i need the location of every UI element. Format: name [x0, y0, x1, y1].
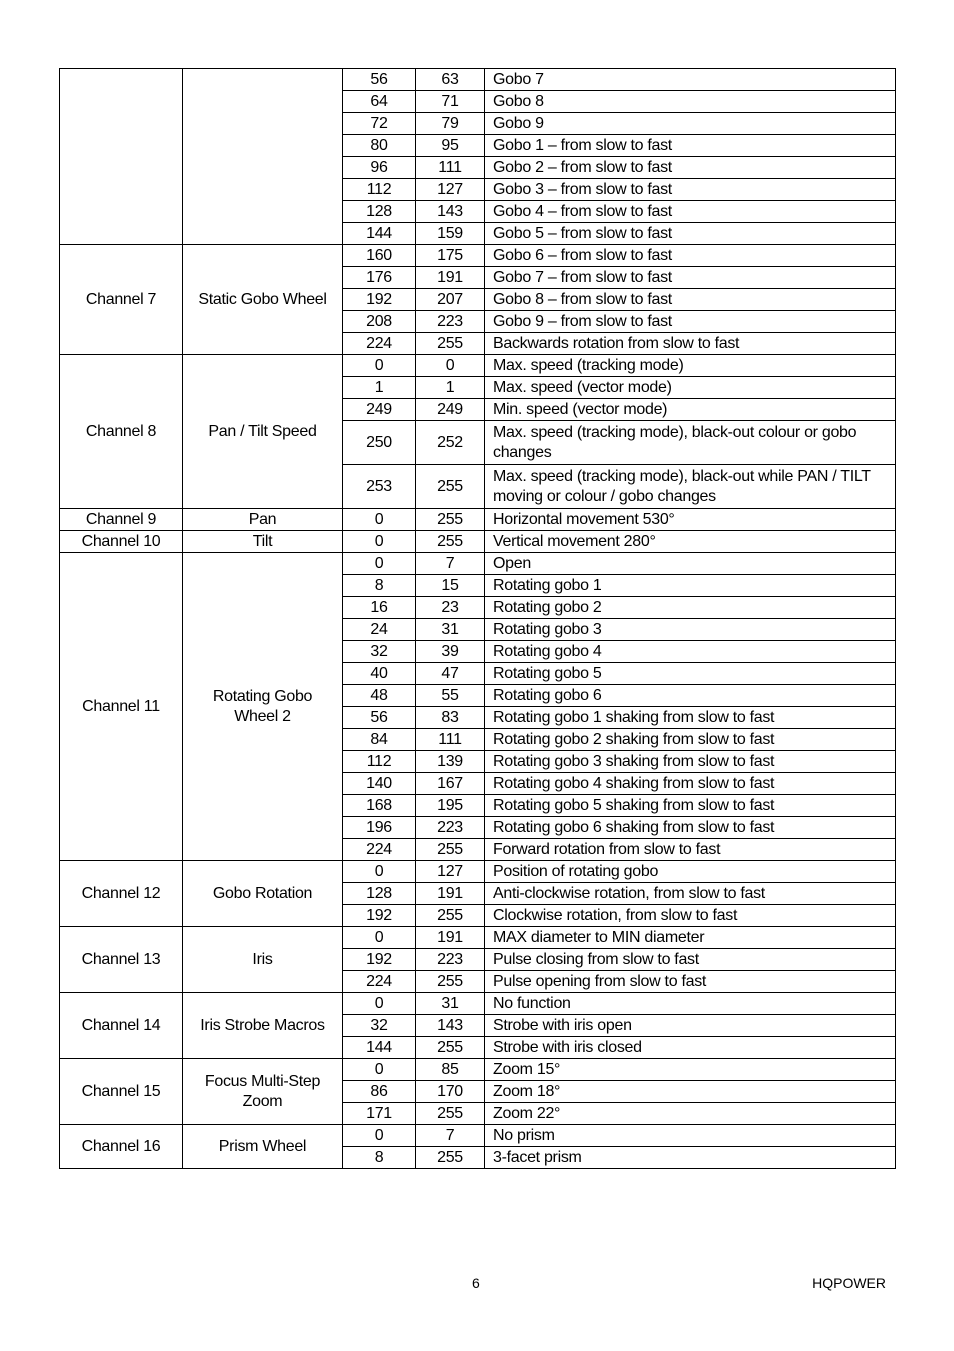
description-cell: Gobo 4 – from slow to fast	[485, 201, 896, 223]
from-value-cell: 160	[343, 245, 416, 267]
channel-cell: Channel 9	[60, 509, 183, 531]
from-value-cell: 0	[343, 861, 416, 883]
description-cell: Gobo 2 – from slow to fast	[485, 157, 896, 179]
from-value-cell: 80	[343, 135, 416, 157]
from-value-cell: 8	[343, 1147, 416, 1169]
from-value-cell: 8	[343, 575, 416, 597]
description-cell: Gobo 8 – from slow to fast	[485, 289, 896, 311]
table-row	[60, 553, 896, 575]
to-value-cell: 127	[416, 861, 485, 883]
description-cell: Gobo 3 – from slow to fast	[485, 179, 896, 201]
from-value-cell: 0	[343, 1059, 416, 1081]
from-value-cell: 32	[343, 641, 416, 663]
to-value-cell: 170	[416, 1081, 485, 1103]
description-cell: Gobo 9 – from slow to fast	[485, 311, 896, 333]
from-value-cell: 224	[343, 839, 416, 861]
from-value-cell: 112	[343, 751, 416, 773]
description-cell: Gobo 5 – from slow to fast	[485, 223, 896, 245]
function-cell: Iris Strobe Macros	[183, 993, 343, 1059]
function-cell: Rotating Gobo Wheel 2	[183, 553, 343, 861]
from-value-cell: 250	[343, 421, 416, 465]
from-value-cell: 224	[343, 333, 416, 355]
table-row	[60, 355, 896, 377]
channel-cell: Channel 7	[60, 245, 183, 355]
function-cell: Gobo Rotation	[183, 861, 343, 927]
description-cell: Max. speed (tracking mode), black-out colour or gobo changes	[485, 421, 896, 465]
to-value-cell: 111	[416, 157, 485, 179]
to-value-cell: 85	[416, 1059, 485, 1081]
description-cell: Pulse opening from slow to fast	[485, 971, 896, 993]
to-value-cell: 39	[416, 641, 485, 663]
channel-cell: Channel 15	[60, 1059, 183, 1125]
table-row	[60, 861, 896, 883]
function-cell: Static Gobo Wheel	[183, 245, 343, 355]
from-value-cell: 0	[343, 1125, 416, 1147]
to-value-cell: 23	[416, 597, 485, 619]
to-value-cell: 71	[416, 91, 485, 113]
table-row	[60, 1059, 896, 1081]
description-cell: Max. speed (vector mode)	[485, 377, 896, 399]
from-value-cell: 84	[343, 729, 416, 751]
function-cell: Prism Wheel	[183, 1125, 343, 1169]
to-value-cell: 7	[416, 553, 485, 575]
from-value-cell: 0	[343, 927, 416, 949]
channel-cell: Channel 11	[60, 553, 183, 861]
to-value-cell: 15	[416, 575, 485, 597]
table-row	[60, 993, 896, 1015]
from-value-cell: 24	[343, 619, 416, 641]
table-row	[60, 1125, 896, 1147]
description-cell: Vertical movement 280°	[485, 531, 896, 553]
to-value-cell: 139	[416, 751, 485, 773]
description-cell: MAX diameter to MIN diameter	[485, 927, 896, 949]
to-value-cell: 111	[416, 729, 485, 751]
from-value-cell: 56	[343, 707, 416, 729]
to-value-cell: 191	[416, 267, 485, 289]
to-value-cell: 159	[416, 223, 485, 245]
description-cell: Strobe with iris open	[485, 1015, 896, 1037]
description-cell: Rotating gobo 5 shaking from slow to fast	[485, 795, 896, 817]
to-value-cell: 223	[416, 311, 485, 333]
from-value-cell: 96	[343, 157, 416, 179]
from-value-cell: 0	[343, 531, 416, 553]
description-cell: Gobo 1 – from slow to fast	[485, 135, 896, 157]
dmx-channel-table	[59, 68, 896, 1169]
to-value-cell: 195	[416, 795, 485, 817]
from-value-cell: 171	[343, 1103, 416, 1125]
to-value-cell: 143	[416, 201, 485, 223]
description-cell: Position of rotating gobo	[485, 861, 896, 883]
channel-cell: Channel 13	[60, 927, 183, 993]
to-value-cell: 55	[416, 685, 485, 707]
from-value-cell: 144	[343, 223, 416, 245]
to-value-cell: 191	[416, 883, 485, 905]
description-cell: Zoom 18°	[485, 1081, 896, 1103]
to-value-cell: 0	[416, 355, 485, 377]
from-value-cell: 192	[343, 949, 416, 971]
description-cell: Gobo 8	[485, 91, 896, 113]
function-cell: Tilt	[183, 531, 343, 553]
from-value-cell: 224	[343, 971, 416, 993]
description-cell: Zoom 22°	[485, 1103, 896, 1125]
to-value-cell: 252	[416, 421, 485, 465]
table-row	[60, 69, 896, 91]
description-cell: No function	[485, 993, 896, 1015]
function-cell: Pan / Tilt Speed	[183, 355, 343, 509]
from-value-cell: 128	[343, 883, 416, 905]
from-value-cell: 16	[343, 597, 416, 619]
from-value-cell: 249	[343, 399, 416, 421]
channel-cell: Channel 16	[60, 1125, 183, 1169]
function-cell: Iris	[183, 927, 343, 993]
to-value-cell: 63	[416, 69, 485, 91]
to-value-cell: 207	[416, 289, 485, 311]
to-value-cell: 1	[416, 377, 485, 399]
description-cell: Open	[485, 553, 896, 575]
to-value-cell: 47	[416, 663, 485, 685]
description-cell: Rotating gobo 6 shaking from slow to fast	[485, 817, 896, 839]
description-cell: Rotating gobo 4	[485, 641, 896, 663]
description-cell: Rotating gobo 2 shaking from slow to fast	[485, 729, 896, 751]
from-value-cell: 168	[343, 795, 416, 817]
channel-cell: Channel 10	[60, 531, 183, 553]
from-value-cell: 86	[343, 1081, 416, 1103]
to-value-cell: 95	[416, 135, 485, 157]
from-value-cell: 0	[343, 355, 416, 377]
to-value-cell: 31	[416, 619, 485, 641]
to-value-cell: 127	[416, 179, 485, 201]
description-cell: No prism	[485, 1125, 896, 1147]
brand-name: HQPOWER	[812, 1275, 886, 1291]
table-row	[60, 245, 896, 267]
from-value-cell: 72	[343, 113, 416, 135]
from-value-cell: 253	[343, 465, 416, 509]
from-value-cell: 1	[343, 377, 416, 399]
from-value-cell: 0	[343, 553, 416, 575]
from-value-cell: 112	[343, 179, 416, 201]
description-cell: 3-facet prism	[485, 1147, 896, 1169]
description-cell: Zoom 15°	[485, 1059, 896, 1081]
description-cell: Pulse closing from slow to fast	[485, 949, 896, 971]
to-value-cell: 249	[416, 399, 485, 421]
description-cell: Horizontal movement 530°	[485, 509, 896, 531]
to-value-cell: 255	[416, 531, 485, 553]
to-value-cell: 255	[416, 839, 485, 861]
from-value-cell: 128	[343, 201, 416, 223]
description-cell: Gobo 7 – from slow to fast	[485, 267, 896, 289]
description-cell: Rotating gobo 2	[485, 597, 896, 619]
to-value-cell: 167	[416, 773, 485, 795]
from-value-cell: 32	[343, 1015, 416, 1037]
to-value-cell: 7	[416, 1125, 485, 1147]
description-cell: Clockwise rotation, from slow to fast	[485, 905, 896, 927]
to-value-cell: 191	[416, 927, 485, 949]
dmx-table-body	[60, 69, 896, 1169]
description-cell: Rotating gobo 5	[485, 663, 896, 685]
description-cell: Max. speed (tracking mode), black-out while PAN / TILT moving or colour / gobo changes	[485, 465, 896, 509]
to-value-cell: 255	[416, 509, 485, 531]
from-value-cell: 0	[343, 509, 416, 531]
from-value-cell: 208	[343, 311, 416, 333]
description-cell: Rotating gobo 4 shaking from slow to fast	[485, 773, 896, 795]
description-cell: Gobo 6 – from slow to fast	[485, 245, 896, 267]
to-value-cell: 255	[416, 905, 485, 927]
to-value-cell: 255	[416, 465, 485, 509]
description-cell: Rotating gobo 3	[485, 619, 896, 641]
from-value-cell: 64	[343, 91, 416, 113]
to-value-cell: 83	[416, 707, 485, 729]
function-cell: Focus Multi-Step Zoom	[183, 1059, 343, 1125]
from-value-cell: 192	[343, 905, 416, 927]
description-cell: Max. speed (tracking mode)	[485, 355, 896, 377]
description-cell: Min. speed (vector mode)	[485, 399, 896, 421]
from-value-cell: 192	[343, 289, 416, 311]
to-value-cell: 255	[416, 1037, 485, 1059]
description-cell: Backwards rotation from slow to fast	[485, 333, 896, 355]
to-value-cell: 223	[416, 817, 485, 839]
from-value-cell: 144	[343, 1037, 416, 1059]
to-value-cell: 143	[416, 1015, 485, 1037]
to-value-cell: 175	[416, 245, 485, 267]
to-value-cell: 255	[416, 333, 485, 355]
from-value-cell: 196	[343, 817, 416, 839]
to-value-cell: 31	[416, 993, 485, 1015]
description-cell: Rotating gobo 3 shaking from slow to fast	[485, 751, 896, 773]
function-cell: Pan	[183, 509, 343, 531]
description-cell: Gobo 7	[485, 69, 896, 91]
channel-cell	[60, 69, 183, 245]
page-number: 6	[472, 1275, 480, 1291]
table-row	[60, 531, 896, 553]
description-cell: Rotating gobo 1	[485, 575, 896, 597]
to-value-cell: 79	[416, 113, 485, 135]
table-row	[60, 927, 896, 949]
from-value-cell: 140	[343, 773, 416, 795]
channel-cell: Channel 8	[60, 355, 183, 509]
from-value-cell: 0	[343, 993, 416, 1015]
from-value-cell: 176	[343, 267, 416, 289]
description-cell: Gobo 9	[485, 113, 896, 135]
description-cell: Rotating gobo 1 shaking from slow to fast	[485, 707, 896, 729]
to-value-cell: 255	[416, 1147, 485, 1169]
from-value-cell: 48	[343, 685, 416, 707]
to-value-cell: 223	[416, 949, 485, 971]
description-cell: Forward rotation from slow to fast	[485, 839, 896, 861]
channel-cell: Channel 14	[60, 993, 183, 1059]
table-row	[60, 509, 896, 531]
description-cell: Rotating gobo 6	[485, 685, 896, 707]
description-cell: Strobe with iris closed	[485, 1037, 896, 1059]
to-value-cell: 255	[416, 1103, 485, 1125]
from-value-cell: 40	[343, 663, 416, 685]
description-cell: Anti-clockwise rotation, from slow to fast	[485, 883, 896, 905]
to-value-cell: 255	[416, 971, 485, 993]
function-cell	[183, 69, 343, 245]
channel-cell: Channel 12	[60, 861, 183, 927]
from-value-cell: 56	[343, 69, 416, 91]
